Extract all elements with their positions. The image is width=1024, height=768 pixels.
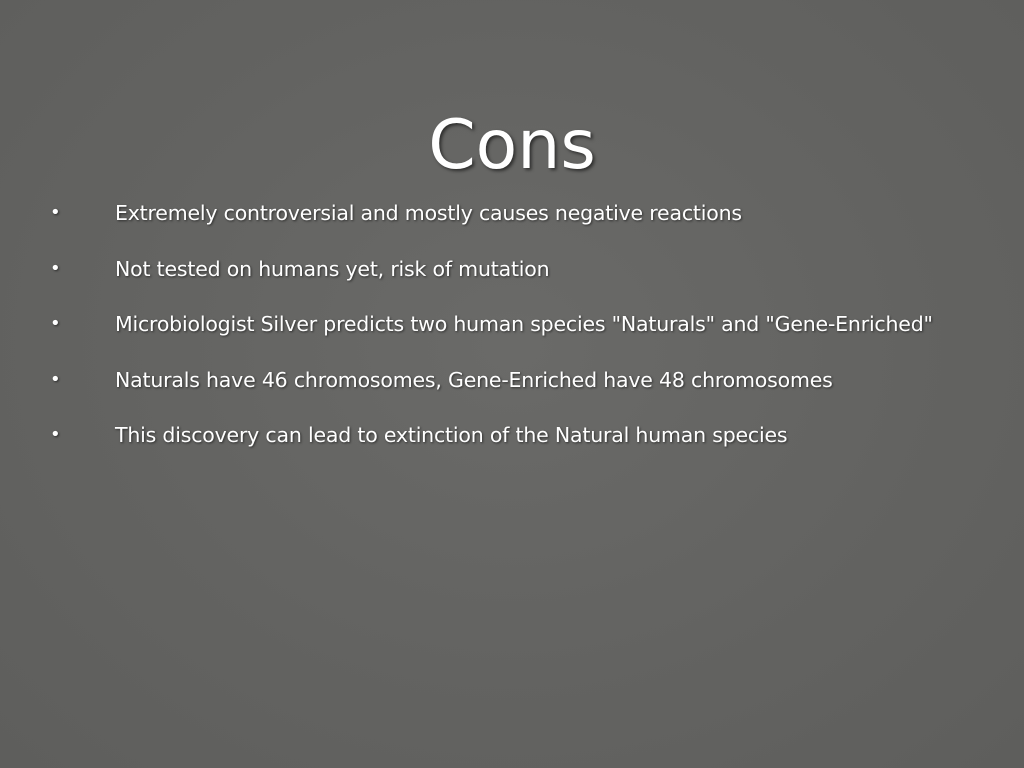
bullet-item-3 (0, 306, 1024, 362)
bullet-text: Microbiologist Silver predicts two human species "Naturals" and "Gene-Enriched" (115, 312, 933, 336)
bullet-icon: • (50, 424, 61, 445)
bullet-item-1 (0, 195, 1024, 251)
bullet-icon: • (50, 368, 61, 390)
bullet-icon: • (50, 257, 61, 279)
bullet-item-2 (0, 251, 1024, 307)
bullet-list (0, 195, 1024, 473)
bullet-icon: • (50, 202, 61, 223)
slide-title: Cons (428, 105, 596, 185)
bullet-text: Naturals have 46 chromosomes, Gene-Enriched have 48 chromosomes (115, 367, 833, 392)
bullet-item-5 (0, 417, 1024, 473)
bullet-text: This discovery can lead to extinction of the Natural human species (115, 423, 788, 447)
bullet-text: Not tested on humans yet, risk of mutation (115, 256, 550, 281)
bullet-item-4 (0, 362, 1024, 418)
bullet-text: Extremely controversial and mostly causes negative reactions (115, 201, 742, 225)
bullet-icon: • (50, 313, 61, 334)
